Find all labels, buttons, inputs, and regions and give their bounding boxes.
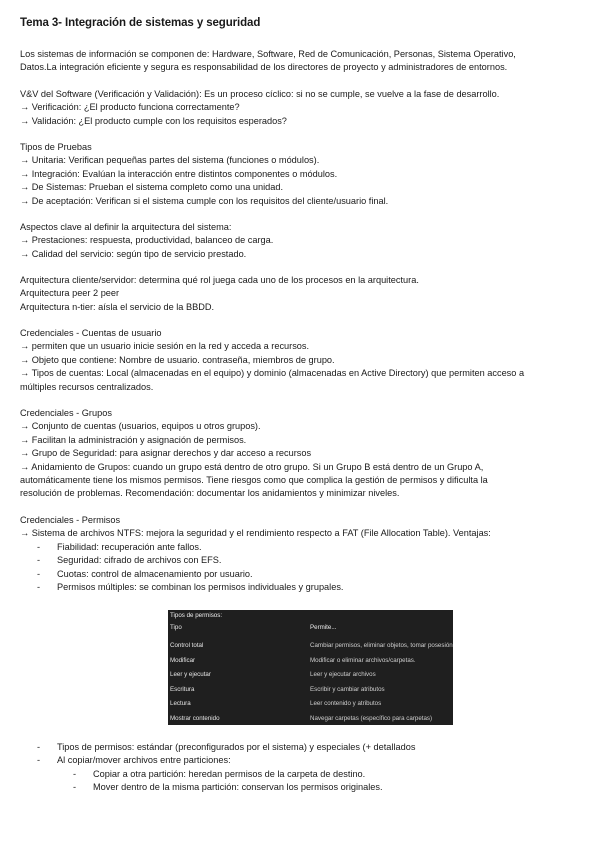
list-dash: - [73, 768, 77, 779]
arch-type-ntier: Arquitectura n-tier: aísla el servicio de la BBDD. [20, 301, 215, 312]
list-item-text: Mover dentro de la misma partición: conservan los permisos originales. [93, 782, 383, 793]
table-row [168, 700, 453, 712]
cell-perm: Leer y ejecutar archivos [310, 671, 376, 678]
list-item-text: Copiar a otra partición: heredan permisos de la carpeta de destino. [93, 768, 366, 779]
page-title: Tema 3- Integración de sistemas y seguridad [20, 17, 261, 29]
arch-aspects-heading: Aspectos clave al definir la arquitectura del sistema: [20, 222, 232, 232]
list-subitem [20, 781, 580, 794]
cred-users-item: → permiten que un usuario inicie sesión en la red y acceda a recursos. [20, 341, 310, 352]
table-row [168, 657, 453, 669]
cred-groups-section [20, 407, 582, 501]
list-dash: - [37, 582, 41, 593]
table-row [168, 715, 453, 727]
vv-section [20, 88, 582, 128]
cred-users-heading: Credenciales - Cuentas de usuario [20, 328, 162, 338]
ntfs-advantages-list [20, 541, 580, 595]
tests-item-integration: → Integración: Evalúan la interacción entre distintos componentes o módulos. [20, 168, 338, 179]
cred-groups-item: → Facilitan la administración y asignación de permisos. [20, 434, 247, 445]
tests-item-system: → De Sistemas: Prueban el sistema completo como una unidad. [20, 182, 283, 193]
arch-type-client-server: Arquitectura cliente/servidor: determina qué rol juega cada uno de los procesos en la arquitectura. [20, 275, 419, 285]
cred-groups-item: → Grupo de Seguridad: para asignar derechos y dar acceso a recursos [20, 448, 312, 459]
tests-item-unit: → Unitaria: Verifican pequeñas partes del sistema (funciones o módulos). [20, 155, 320, 166]
intro-line: Los sistemas de información se componen de: Hardware, Software, Red de Comunicación, Personas, Sistema Operativo, [20, 49, 516, 59]
list-item-text: Al copiar/mover archivos entre particiones: [57, 755, 231, 766]
permissions-table-caption: Tipos de permisos: [170, 612, 223, 619]
cred-groups-nesting-line: resolución de problemas. Recomendación: documentar los anidamientos y minimizar niveles. [20, 488, 400, 499]
list-item-text: Seguridad: cifrado de archivos con EFS. [57, 555, 222, 566]
table-row [168, 686, 453, 698]
arch-type-p2p: Arquitectura peer 2 peer [20, 288, 120, 299]
list-item [20, 554, 580, 567]
list-dash: - [37, 555, 41, 566]
list-item-text: Tipos de permisos: estándar (preconfigurados por el sistema) y especiales (+ detallados [57, 742, 416, 752]
list-subitem [20, 768, 580, 781]
cred-users-types-line: múltiples recursos centralizados. [20, 381, 154, 392]
list-dash: - [37, 542, 41, 552]
cred-users-item: → Objeto que contiene: Nombre de usuario. contraseña, miembros de grupo. [20, 354, 335, 365]
list-item [20, 754, 580, 767]
cred-perms-heading: Credenciales - Permisos [20, 515, 121, 525]
cell-type: Modificar [170, 656, 196, 664]
vv-heading: V&V del Software (Verificación y Validación): Es un proceso cíclico: si no se cumple, se vuelve a la fase de desarrollo. [20, 89, 500, 99]
cred-perms-section [20, 514, 582, 541]
cell-perm: Modificar o eliminar archivos/carpetas. [310, 656, 416, 664]
list-item-text: Permisos múltiples: se combinan los permisos individuales y grupales. [57, 582, 344, 593]
list-item [20, 581, 580, 594]
cred-groups-heading: Credenciales - Grupos [20, 408, 112, 418]
cell-type: Mostrar contenido [170, 714, 220, 722]
list-dash: - [37, 755, 41, 766]
bottom-list [20, 741, 580, 795]
list-item [20, 568, 580, 581]
vv-item-validation: → Validación: ¿El producto cumple con los requisitos esperados? [20, 115, 287, 126]
col-header-permits: Permite... [310, 624, 337, 631]
arch-aspects-item: → Prestaciones: respuesta, productividad, balanceo de carga. [20, 235, 274, 246]
cred-perms-ntfs: → Sistema de archivos NTFS: mejora la seguridad y el rendimiento respecto a FAT (File Allocation Table). Ventajas: [20, 528, 491, 539]
cell-perm: Leer contenido y atributos [310, 700, 382, 707]
arch-aspects-item: → Calidad del servicio: según tipo de servicio prestado. [20, 248, 247, 259]
cred-users-types-line: → Tipos de cuentas: Local (almacenadas en el equipo) y dominio (almacenadas en Active Directory) que permiten acceso a [20, 368, 525, 379]
table-row [168, 642, 453, 654]
vv-item-verification: → Verificación: ¿El producto funciona correctamente? [20, 102, 240, 113]
col-header-type: Tipo [170, 624, 182, 631]
tests-item-acceptance: → De aceptación: Verifican si el sistema cumple con los requisitos del cliente/usuario final. [20, 195, 389, 206]
cred-groups-nesting-line: automáticamente tiene los mismos permisos. Tiene riesgos como que complica la gestión de permisos y dificulta la [20, 475, 488, 486]
intro-paragraph [20, 48, 582, 75]
cell-perm: Escribir y cambiar atributos [310, 685, 385, 693]
cred-users-section [20, 327, 582, 394]
cred-groups-nesting-line: → Anidamiento de Grupos: cuando un grupo está dentro de otro grupo. Si un Grupo B está dentro de un Grupo A, [20, 461, 484, 472]
cell-perm: Navegar carpetas (específico para carpetas) [310, 714, 433, 722]
cell-type: Lectura [170, 700, 191, 707]
list-item-text: Fiabilidad: recuperación ante fallos. [57, 542, 202, 552]
cred-groups-item: → Conjunto de cuentas (usuarios, equipos u otros grupos). [20, 421, 261, 432]
list-item [20, 541, 580, 554]
cell-type: Control total [170, 642, 204, 649]
intro-line: Datos.La integración eficiente y segura es responsabilidad de los directores de proyecto y administradores de entornos. [20, 62, 508, 73]
tests-heading: Tipos de Pruebas [20, 142, 92, 152]
permissions-table-header [168, 624, 453, 636]
table-row [168, 671, 453, 683]
list-item-text: Cuotas: control de almacenamiento por usuario. [57, 568, 253, 579]
list-dash: - [37, 742, 41, 752]
permissions-table [168, 610, 453, 725]
list-dash: - [37, 568, 41, 579]
arch-types-section [20, 274, 582, 314]
arch-aspects-section [20, 221, 582, 261]
cell-type: Leer y ejecutar [170, 671, 211, 678]
cell-type: Escritura [170, 685, 195, 693]
list-item [20, 741, 580, 754]
list-dash: - [73, 782, 77, 793]
cell-perm: Cambiar permisos, eliminar objetos, tomar posesión [310, 642, 453, 649]
tests-section [20, 141, 582, 208]
